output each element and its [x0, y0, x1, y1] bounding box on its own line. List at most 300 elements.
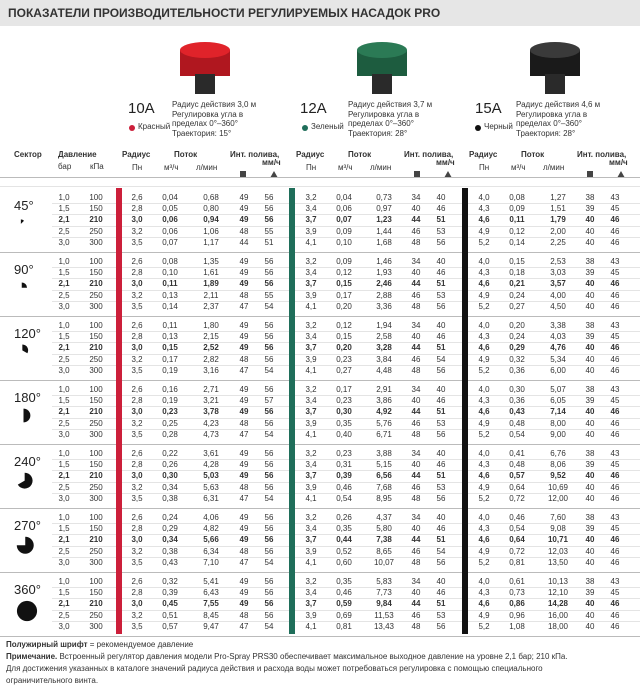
table-cell: 55 — [264, 290, 274, 300]
table-cell: 56 — [436, 621, 446, 631]
nozzle-stem — [372, 74, 392, 94]
header-flow: Поток — [174, 150, 198, 159]
table-cell: 3,57 — [550, 279, 566, 289]
sector-240-icon — [16, 472, 33, 494]
table-cell: 4,9 — [478, 354, 490, 364]
table-cell: 3,5 — [131, 621, 143, 631]
table-cell: 54 — [264, 493, 274, 503]
table-cell: 0,08 — [509, 193, 525, 202]
table-cell: 4,0 — [478, 513, 490, 522]
table-cell: 48 — [411, 621, 421, 631]
table-cell: 6,05 — [550, 396, 566, 406]
table-cell: 43 — [610, 513, 620, 522]
table-cell: 8,45 — [203, 610, 219, 620]
note-line-3: ограничительного винта. — [6, 676, 99, 685]
table-cell: 38 — [585, 385, 595, 394]
table-cell: 54 — [436, 354, 446, 364]
header-precip-unit: мм/ч — [609, 158, 628, 167]
table-cell: 3,0 — [58, 493, 70, 503]
table-cell: 40 — [436, 449, 446, 458]
note-text: Встроенный регулятор давления модели Pro-Spray PRS30 обеспечивает максимальное выходное давление на уровне 2,1 бар; 210 кПа. — [57, 652, 568, 661]
table-cell: 54 — [264, 557, 274, 567]
table-cell: 3,4 — [305, 524, 317, 534]
header-precip-unit: мм/ч — [262, 158, 281, 167]
table-cell: 3,86 — [376, 396, 392, 406]
table-cell: 5,63 — [203, 482, 219, 492]
table-cell: 54 — [264, 429, 274, 439]
table-cell: 49 — [239, 396, 249, 406]
table-cell: 0,48 — [509, 460, 525, 470]
header-precip: Инт. полива, — [577, 150, 627, 159]
table-cell: 7,38 — [376, 535, 392, 545]
table-cell: 54 — [264, 365, 274, 375]
table-cell: 0,34 — [162, 482, 178, 492]
table-cell: 2,6 — [131, 321, 143, 330]
table-cell: 0,30 — [162, 471, 178, 481]
color-name-15a: Черный — [484, 122, 513, 131]
table-cell: 56 — [264, 513, 274, 522]
table-cell: 3,4 — [305, 204, 317, 214]
table-cell: 300 — [89, 621, 103, 631]
table-cell: 3,2 — [131, 354, 143, 364]
table-cell: 14,28 — [547, 599, 569, 609]
table-cell: 56 — [264, 407, 274, 417]
table-cell: 1,5 — [58, 588, 70, 598]
table-cell: 4,92 — [376, 407, 392, 417]
table-cell: 56 — [264, 599, 274, 609]
table-cell: 6,71 — [376, 429, 392, 439]
table-cell: 0,14 — [162, 301, 178, 311]
table-cell: 2,8 — [131, 332, 143, 342]
table-cell: 48 — [411, 301, 421, 311]
table-cell: 2,5 — [58, 610, 70, 620]
table-cell: 56 — [436, 301, 446, 311]
table-cell: 46 — [436, 460, 446, 470]
table-cell: 0,06 — [336, 204, 352, 214]
table-cell: 2,8 — [131, 204, 143, 214]
table-cell: 4,9 — [478, 546, 490, 556]
table-cell: 56 — [264, 460, 274, 470]
spec-15a — [516, 100, 600, 138]
table-cell: 0,27 — [509, 301, 525, 311]
table-cell: 2,5 — [58, 354, 70, 364]
table-cell: 4,3 — [478, 396, 490, 406]
table-cell: 49 — [239, 599, 249, 609]
note-paragraph — [6, 652, 638, 661]
table-cell: 1,80 — [203, 321, 219, 330]
table-cell: 2,8 — [131, 396, 143, 406]
table-cell: 46 — [610, 407, 620, 417]
table-bottom-divider — [0, 636, 640, 637]
table-cell: 48 — [411, 365, 421, 375]
table-cell: 46 — [411, 610, 421, 620]
table-cell: 44 — [411, 215, 421, 225]
table-cell: 49 — [239, 407, 249, 417]
table-cell: 39 — [585, 460, 595, 470]
table-cell: 1,61 — [203, 268, 219, 278]
table-cell: 4,6 — [478, 599, 490, 609]
table-cell: 38 — [585, 193, 595, 202]
table-cell: 1,5 — [58, 268, 70, 278]
table-cell: 2,88 — [376, 290, 392, 300]
table-cell: 100 — [89, 257, 103, 266]
table-cell: 0,86 — [509, 599, 525, 609]
table-cell: 3,0 — [131, 407, 143, 417]
table-cell: 3,0 — [58, 621, 70, 631]
legend-note — [6, 640, 193, 649]
table-cell: 3,0 — [58, 365, 70, 375]
spec-line: Траектория: 28° — [348, 128, 408, 138]
table-cell: 6,31 — [203, 493, 219, 503]
table-cell: 2,8 — [131, 268, 143, 278]
table-cell: 56 — [264, 535, 274, 545]
table-cell: 9,84 — [376, 599, 392, 609]
table-cell: 49 — [239, 268, 249, 278]
table-cell: 49 — [239, 321, 249, 330]
sector-divider — [0, 252, 640, 253]
table-cell: 38 — [585, 321, 595, 330]
table-cell: 4,82 — [203, 524, 219, 534]
table-cell: 39 — [585, 204, 595, 214]
header-flow: Поток — [348, 150, 372, 159]
header-bar: бар — [58, 162, 72, 171]
table-cell: 56 — [264, 343, 274, 353]
table-cell: 2,1 — [58, 535, 70, 545]
table-cell: 0,57 — [162, 621, 178, 631]
table-cell: 0,11 — [162, 279, 178, 289]
table-cell: 40 — [585, 215, 595, 225]
table-cell: 0,26 — [336, 513, 352, 522]
table-cell: 38 — [585, 513, 595, 522]
table-cell: 49 — [239, 577, 249, 586]
table-cell: 38 — [585, 449, 595, 458]
table-cell: 1,27 — [550, 193, 566, 202]
table-cell: 45 — [610, 396, 620, 406]
table-cell: 250 — [89, 546, 103, 556]
table-cell: 3,2 — [131, 290, 143, 300]
sector-90-icon — [16, 280, 28, 298]
sector-270-icon — [16, 536, 35, 560]
table-cell: 49 — [239, 332, 249, 342]
table-cell: 3,21 — [203, 396, 219, 406]
table-cell: 0,26 — [162, 460, 178, 470]
model-12a-label: 12A — [300, 100, 327, 117]
table-cell: 46 — [610, 301, 620, 311]
title-bar — [0, 0, 640, 26]
legend-rest-text: = рекомендуемое давление — [87, 640, 194, 649]
table-cell: 3,2 — [131, 482, 143, 492]
table-cell: 7,10 — [203, 557, 219, 567]
table-cell: 0,29 — [162, 524, 178, 534]
spec-line: Регулировка угла в — [172, 109, 244, 119]
table-cell: 49 — [239, 343, 249, 353]
table-cell: 5,2 — [478, 365, 490, 375]
nozzle-stem — [545, 74, 565, 94]
page-title: ПОКАЗАТЕЛИ ПРОИЗВОДИТЕЛЬНОСТИ РЕГУЛИРУЕМЫХ НАСАДОК PRO — [8, 6, 441, 20]
table-cell: 7,73 — [376, 588, 392, 598]
table-cell: 0,35 — [336, 577, 352, 586]
table-cell: 4,6 — [478, 279, 490, 289]
table-cell: 3,2 — [305, 257, 317, 266]
sector-120-icon — [16, 344, 29, 362]
table-cell: 300 — [89, 301, 103, 311]
table-cell: 46 — [610, 365, 620, 375]
table-cell: 6,00 — [550, 365, 566, 375]
table-cell: 56 — [436, 237, 446, 247]
table-cell: 46 — [610, 290, 620, 300]
table-cell: 5,76 — [376, 418, 392, 428]
table-cell: 3,61 — [203, 449, 219, 458]
table-cell: 54 — [264, 621, 274, 631]
table-cell: 49 — [239, 385, 249, 394]
table-cell: 3,2 — [131, 226, 143, 236]
table-cell: 48 — [239, 354, 249, 364]
table-cell: 4,37 — [376, 513, 392, 522]
table-cell: 0,28 — [162, 429, 178, 439]
table-cell: 56 — [264, 471, 274, 481]
table-cell: 6,34 — [203, 546, 219, 556]
table-cell: 46 — [436, 588, 446, 598]
table-cell: 8,95 — [376, 493, 392, 503]
table-cell: 0,97 — [376, 204, 392, 214]
table-cell: 0,23 — [336, 396, 352, 406]
table-cell: 2,71 — [203, 385, 219, 394]
nozzle-color-bar — [462, 188, 468, 634]
table-cell: 0,15 — [336, 279, 352, 289]
table-cell: 46 — [610, 418, 620, 428]
table-cell: 46 — [610, 343, 620, 353]
table-cell: 44 — [411, 599, 421, 609]
table-cell: 0,06 — [162, 215, 178, 225]
table-cell: 2,5 — [58, 290, 70, 300]
table-cell: 0,19 — [162, 365, 178, 375]
table-cell: 150 — [89, 268, 103, 278]
table-cell: 1,5 — [58, 396, 70, 406]
table-cell: 44 — [239, 237, 249, 247]
table-cell: 3,36 — [376, 301, 392, 311]
sector-45-icon — [16, 216, 26, 234]
table-cell: 0,40 — [336, 429, 352, 439]
table-cell: 46 — [610, 429, 620, 439]
table-cell: 46 — [610, 535, 620, 545]
table-cell: 0,15 — [336, 332, 352, 342]
table-cell: 3,03 — [550, 268, 566, 278]
table-cell: 3,9 — [305, 418, 317, 428]
nozzle-12a-image — [357, 42, 407, 94]
table-cell: 3,2 — [131, 418, 143, 428]
table-cell: 1,0 — [58, 385, 70, 394]
table-cell: 3,7 — [305, 343, 317, 353]
table-cell: 2,1 — [58, 279, 70, 289]
table-cell: 0,32 — [162, 577, 178, 586]
table-cell: 45 — [610, 524, 620, 534]
table-cell: 40 — [585, 429, 595, 439]
table-cell: 0,38 — [162, 546, 178, 556]
table-cell: 2,1 — [58, 599, 70, 609]
table-cell: 46 — [436, 268, 446, 278]
table-cell: 45 — [610, 268, 620, 278]
table-cell: 3,9 — [305, 546, 317, 556]
table-cell: 250 — [89, 226, 103, 236]
table-cell: 40 — [436, 257, 446, 266]
table-cell: 40 — [585, 621, 595, 631]
spec-12a — [348, 100, 432, 138]
table-cell: 46 — [610, 354, 620, 364]
table-cell: 2,11 — [203, 290, 219, 300]
table-cell: 3,0 — [131, 215, 143, 225]
table-cell: 40 — [585, 557, 595, 567]
table-cell: 40 — [585, 290, 595, 300]
table-cell: 3,2 — [305, 577, 317, 586]
table-cell: 46 — [610, 237, 620, 247]
table-cell: 40 — [436, 577, 446, 586]
table-cell: 0,57 — [509, 471, 525, 481]
table-cell: 12,00 — [547, 493, 569, 503]
table-cell: 48 — [411, 493, 421, 503]
table-cell: 40 — [436, 513, 446, 522]
table-cell: 55 — [264, 226, 274, 236]
table-cell: 210 — [89, 215, 103, 225]
table-cell: 0,11 — [509, 215, 525, 225]
table-cell: 0,15 — [162, 343, 178, 353]
table-cell: 0,31 — [336, 460, 352, 470]
table-cell: 56 — [436, 557, 446, 567]
table-cell: 11,53 — [374, 610, 394, 620]
table-cell: 2,5 — [58, 482, 70, 492]
table-cell: 48 — [239, 482, 249, 492]
table-cell: 4,6 — [478, 215, 490, 225]
table-cell: 100 — [89, 193, 103, 202]
table-cell: 3,0 — [131, 343, 143, 353]
table-cell: 51 — [436, 535, 446, 545]
table-cell: 47 — [239, 493, 249, 503]
table-cell: 3,4 — [305, 332, 317, 342]
table-cell: 46 — [610, 279, 620, 289]
table-cell: 2,6 — [131, 193, 143, 202]
table-cell: 3,0 — [58, 557, 70, 567]
table-cell: 2,1 — [58, 471, 70, 481]
table-cell: 0,29 — [509, 343, 525, 353]
nozzle-color-bar — [116, 188, 122, 634]
sector-label: 120° — [14, 326, 41, 341]
table-cell: 6,43 — [203, 588, 219, 598]
table-cell: 0,59 — [336, 599, 352, 609]
table-cell: 3,2 — [305, 321, 317, 330]
table-cell: 53 — [436, 482, 446, 492]
table-cell: 0,04 — [162, 193, 178, 202]
table-cell: 3,7 — [305, 599, 317, 609]
table-cell: 3,7 — [305, 279, 317, 289]
table-cell: 0,73 — [376, 193, 392, 202]
table-cell: 4,1 — [305, 365, 317, 375]
table-cell: 3,2 — [305, 385, 317, 394]
table-cell: 100 — [89, 513, 103, 522]
table-cell: 49 — [239, 535, 249, 545]
table-cell: 46 — [610, 621, 620, 631]
table-cell: 49 — [239, 460, 249, 470]
table-cell: 39 — [585, 396, 595, 406]
nozzle-cap — [357, 42, 407, 58]
table-cell: 0,22 — [162, 449, 178, 458]
table-cell: 45 — [610, 332, 620, 342]
table-cell: 1,0 — [58, 321, 70, 330]
table-cell: 45 — [610, 204, 620, 214]
table-cell: 2,6 — [131, 385, 143, 394]
table-cell: 0,17 — [162, 354, 178, 364]
table-cell: 46 — [436, 332, 446, 342]
table-cell: 3,16 — [203, 365, 219, 375]
table-cell: 210 — [89, 279, 103, 289]
table-cell: 0,68 — [203, 193, 219, 202]
table-cell: 43 — [610, 321, 620, 330]
table-cell: 2,58 — [376, 332, 392, 342]
table-cell: 0,36 — [509, 396, 525, 406]
header-radius: Радиус — [296, 150, 325, 159]
table-cell: 0,94 — [203, 215, 219, 225]
table-cell: 9,08 — [550, 524, 566, 534]
table-cell: 0,07 — [162, 237, 178, 247]
table-cell: 57 — [264, 396, 274, 406]
nozzle-stem — [195, 74, 215, 94]
table-cell: 49 — [239, 204, 249, 214]
table-cell: 40 — [585, 365, 595, 375]
table-cell: 0,24 — [509, 290, 525, 300]
table-cell: 1,0 — [58, 513, 70, 522]
header-radius-unit: Пн — [479, 163, 490, 172]
table-cell: 4,06 — [203, 513, 219, 522]
header-radius: Радиус — [122, 150, 151, 159]
table-cell: 300 — [89, 365, 103, 375]
sector-label: 270° — [14, 518, 41, 533]
table-cell: 3,7 — [305, 407, 317, 417]
header-sector: Сектор — [14, 150, 42, 159]
table-cell: 0,24 — [509, 332, 525, 342]
table-cell: 46 — [436, 204, 446, 214]
table-cell: 0,72 — [509, 546, 525, 556]
spec-line: Радиус действия 3,7 м — [348, 100, 433, 109]
table-cell: 34 — [411, 257, 421, 266]
table-cell: 4,1 — [305, 301, 317, 311]
table-cell: 7,68 — [376, 482, 392, 492]
table-cell: 2,8 — [131, 588, 143, 598]
spec-line: Регулировка угла в — [348, 109, 420, 119]
table-cell: 2,53 — [550, 257, 566, 266]
nozzle-10a-image — [180, 42, 230, 94]
sector-divider — [0, 444, 640, 445]
table-cell: 150 — [89, 588, 103, 598]
sector-divider — [0, 380, 640, 381]
header-m3h: м³/ч — [164, 163, 179, 172]
header-lmin: л/мин — [543, 163, 565, 172]
table-cell: 0,05 — [162, 204, 178, 214]
table-cell: 2,6 — [131, 449, 143, 458]
table-cell: 4,1 — [305, 237, 317, 247]
table-cell: 5,34 — [550, 354, 566, 364]
table-cell: 0,15 — [509, 257, 525, 266]
table-cell: 39 — [585, 524, 595, 534]
table-cell: 1,79 — [550, 215, 566, 225]
header-lmin: л/мин — [196, 163, 218, 172]
table-cell: 0,54 — [336, 493, 352, 503]
table-cell: 4,03 — [550, 332, 566, 342]
header-lmin: л/мин — [370, 163, 392, 172]
table-cell: 100 — [89, 449, 103, 458]
table-cell: 56 — [264, 332, 274, 342]
table-cell: 210 — [89, 343, 103, 353]
table-cell: 2,6 — [131, 513, 143, 522]
table-cell: 210 — [89, 535, 103, 545]
table-cell: 43 — [610, 577, 620, 586]
